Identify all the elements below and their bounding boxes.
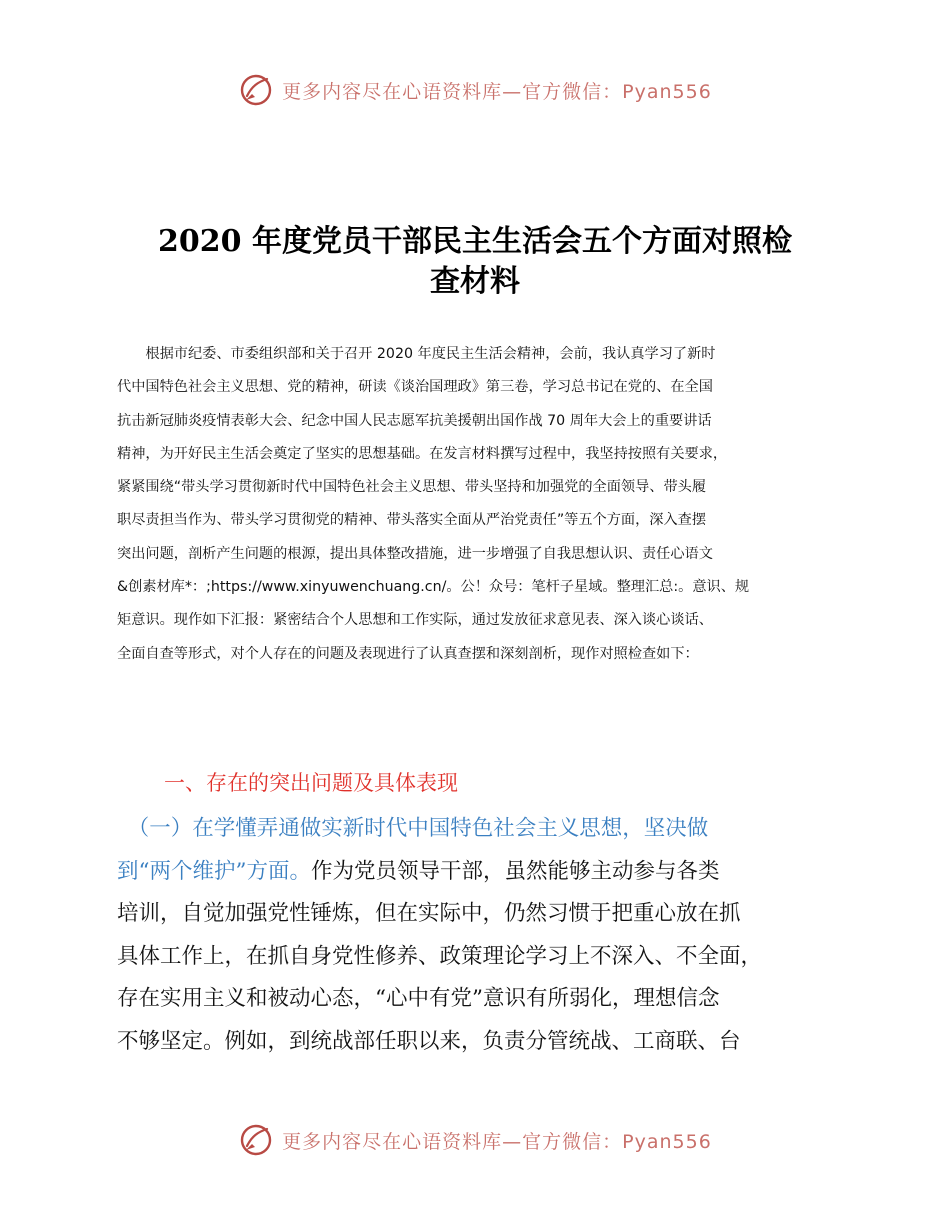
- body-line: 具体工作上，在抓自身党性修养、政策理论学习上不深入、不全面，: [117, 943, 763, 969]
- subheading-part-1: （一）在学懂弄通做实新时代中国特色社会主义思想，坚决做: [138, 816, 709, 841]
- intro-line: 紧紧围绕“带头学习贯彻新时代中国特色社会主义思想、带头坚持和加强党的全面领导、带头履: [117, 479, 707, 496]
- intro-line: 代中国特色社会主义思想、党的精神，研读《谈治国理政》第三卷，学习总书记在党的、在全国: [117, 379, 713, 396]
- banner-text: 更多内容尽在心语资料库—官方微信：Pyan556: [282, 80, 712, 103]
- intro-line: 精神，为开好民主生活会奠定了坚实的思想基础。在发言材料撰写过程中，我坚持按照有关要求，: [117, 445, 728, 462]
- section-heading: 一、存在的突出问题及具体表现: [164, 771, 458, 795]
- body-line: 作为党员领导干部，虽然能够主动参与各类: [310, 858, 720, 884]
- pen-logo-icon: [238, 72, 274, 108]
- subheading-part-2: 到“两个维护”方面。: [117, 858, 311, 884]
- subheading-row: [117, 851, 837, 894]
- intro-line: 抗击新冠肺炎疫情表彰大会、纪念中国人民志愿军抗美援朝出国作战 70 周年大会上的重要讲话: [117, 412, 712, 429]
- title-line-2: 查材料: [430, 264, 520, 299]
- header-banner: [0, 70, 950, 110]
- body-line: 不够坚定。例如，到统战部任职以来，负责分管统战、工商联、台: [117, 1028, 741, 1054]
- intro-line: 突出问题，剖析产生问题的根源，提出具体整改措施，进一步增强了自我思想认识、责任心语文: [117, 545, 713, 562]
- title-line-1: 2020 年度党员干部民主生活会五个方面对照检: [158, 224, 792, 259]
- intro-line: 矩意识。现作如下汇报：紧密结合个人思想和工作实际，通过发放征求意见表、深入谈心谈话、: [117, 612, 713, 629]
- body-line: 培训，自觉加强党性锤炼，但在实际中，仍然习惯于把重心放在抓: [117, 901, 741, 926]
- pen-logo-icon: [238, 1122, 274, 1158]
- section-body: [117, 808, 837, 1063]
- subheading-row: [117, 808, 837, 851]
- page-title: [110, 222, 840, 302]
- intro-line: &创素材库*：;https://www.xinyuwenchuang.cn/。公！众号：笔杆子星域。整理汇总:。意识、规: [117, 579, 750, 596]
- intro-line: 全面自查等形式，对个人存在的问题及表现进行了认真查摆和深刻剖析，现作对照检查如下：: [117, 645, 699, 662]
- body-line: 存在实用主义和被动心态，“心中有党”意识有所弱化，理想信念: [117, 986, 720, 1011]
- banner-text: 更多内容尽在心语资料库—官方微信：Pyan556: [282, 1130, 712, 1153]
- intro-line: 职尽责担当作为、带头学习贯彻党的精神、带头落实全面从严治党责任”等五个方面，深入查摆: [117, 512, 707, 529]
- intro-line: 根据市纪委、市委组织部和关于召开 2020 年度民主生活会精神，会前，我认真学习了新时: [117, 346, 716, 362]
- intro-paragraph: [117, 338, 833, 671]
- footer-banner: [0, 1120, 950, 1160]
